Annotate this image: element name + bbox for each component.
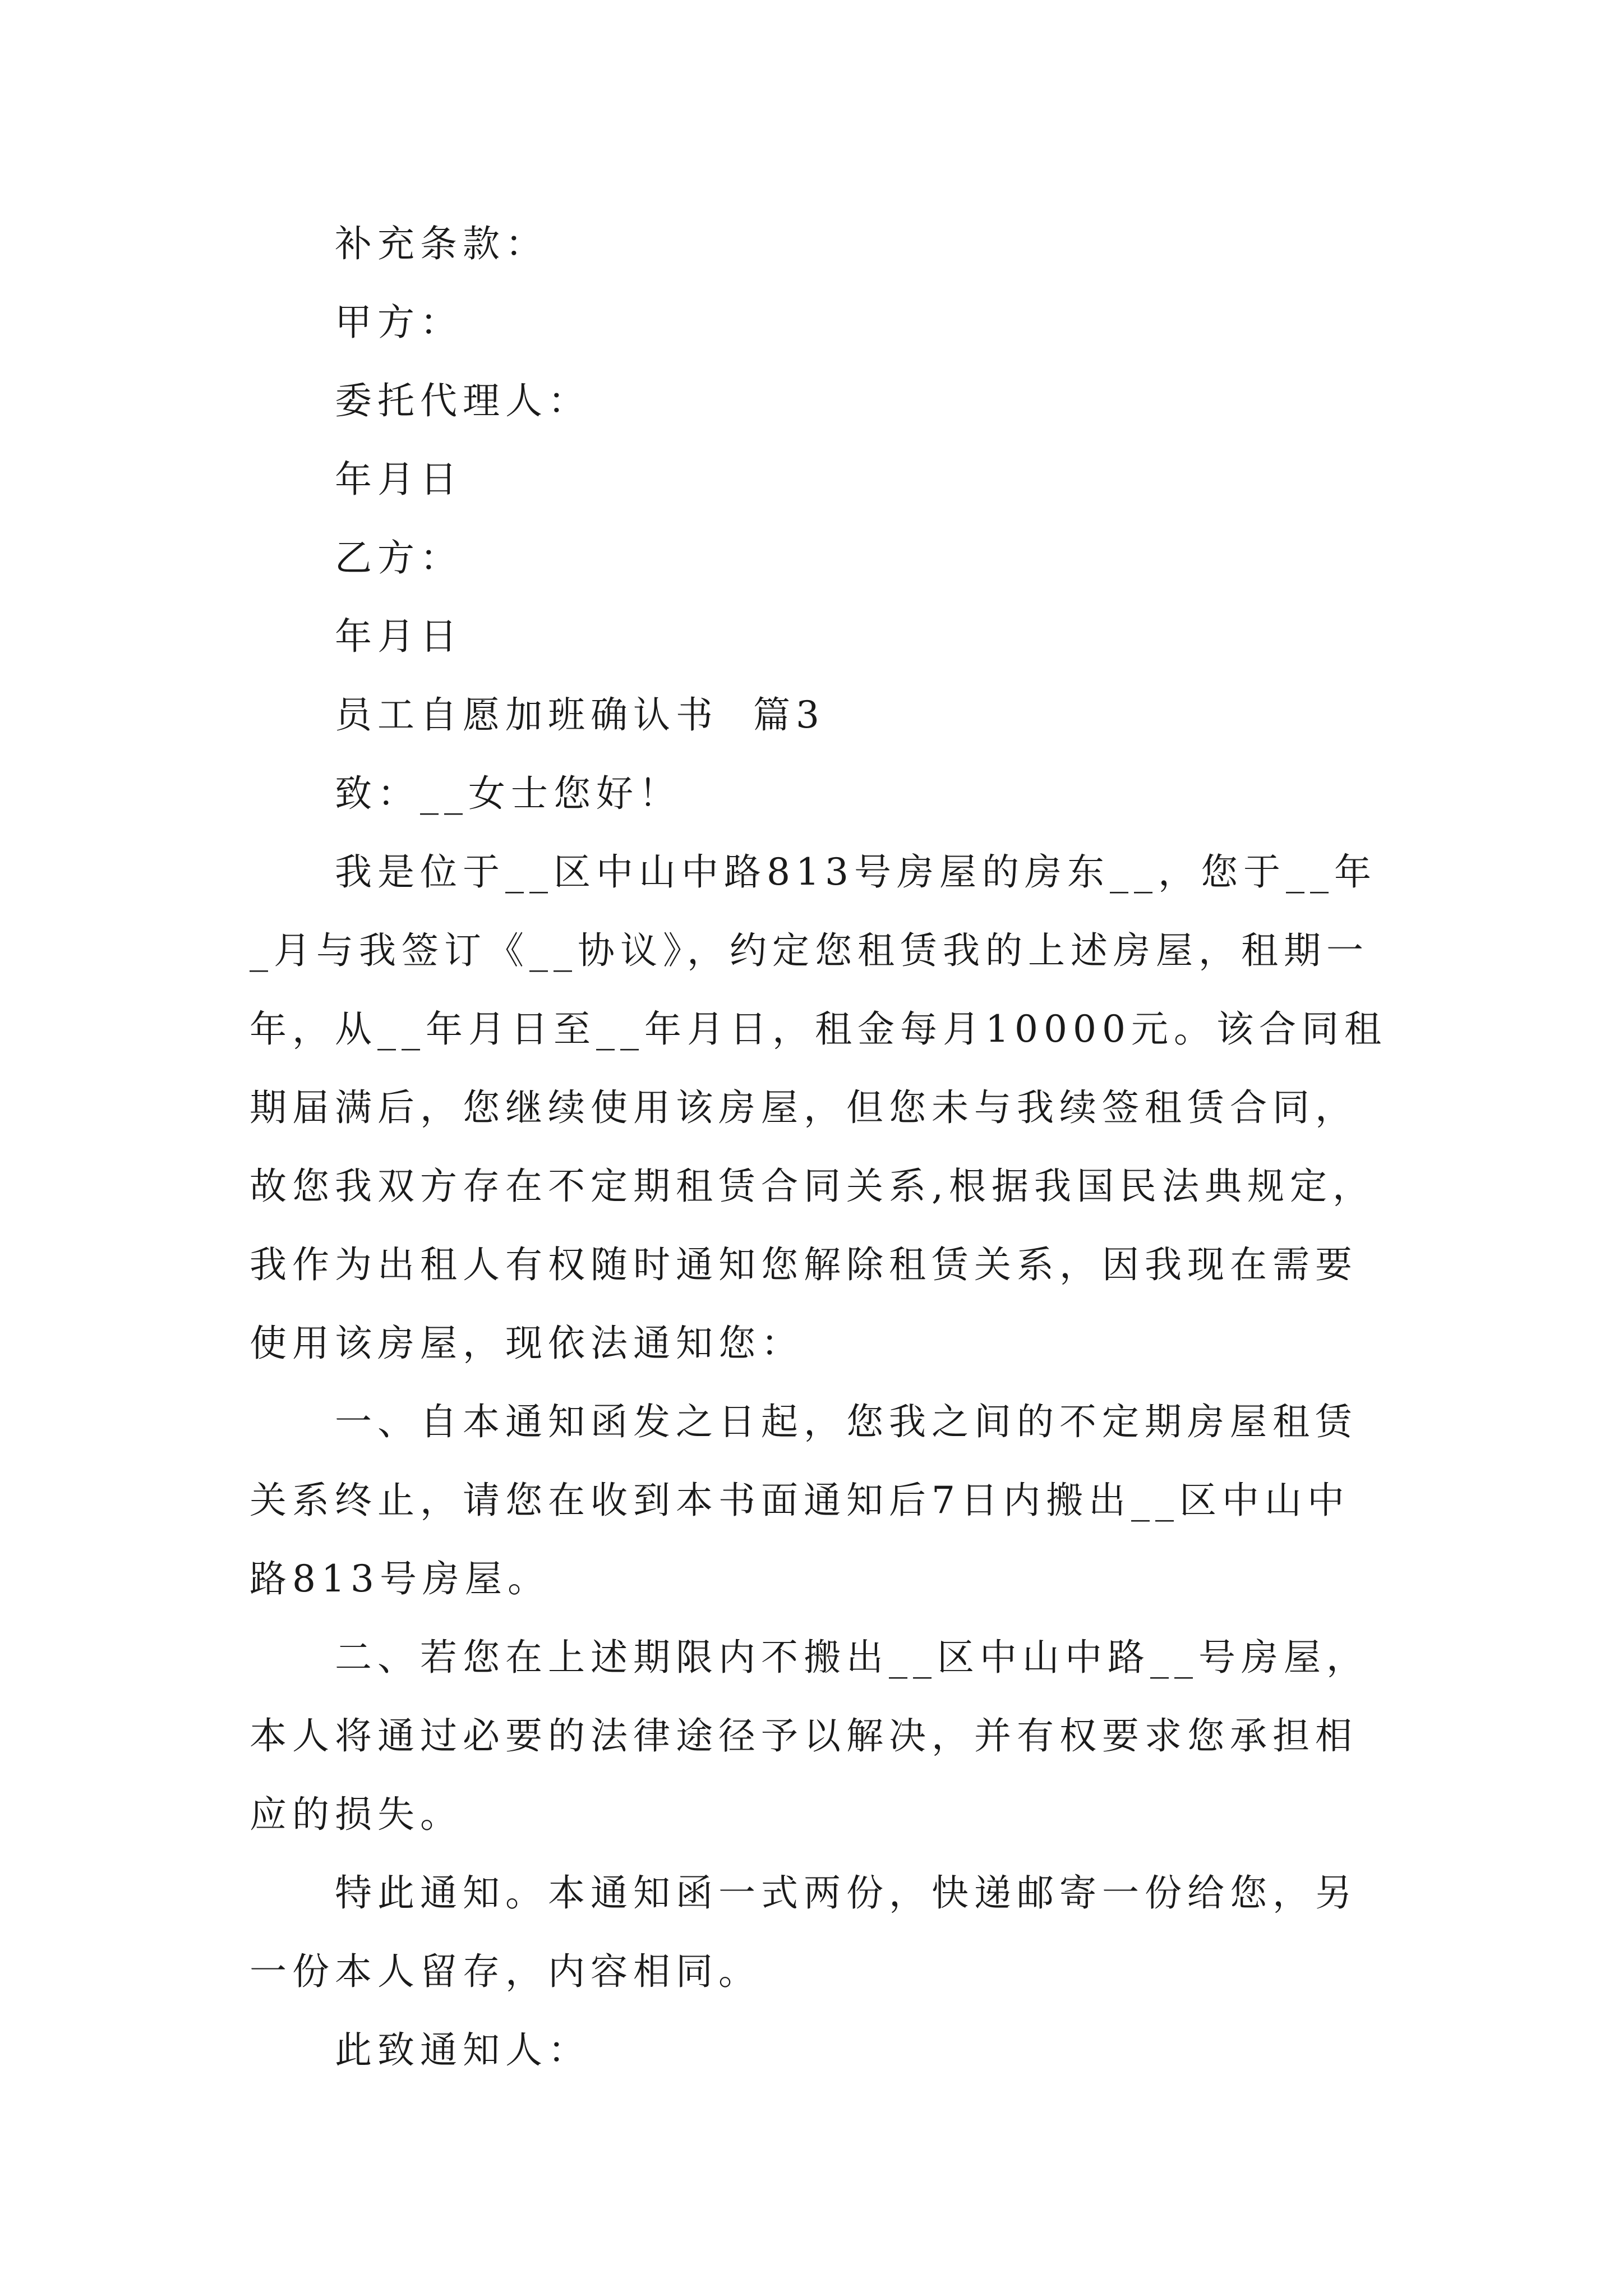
supplementary-clause-heading: 补充条款：	[335, 222, 548, 265]
paragraph-4-line-2: 一份本人留存，内容相同。	[250, 1950, 761, 1993]
paragraph-1-line-4: 期届满后，您继续使用该房屋，但您未与我续签租赁合同，	[250, 1086, 1358, 1129]
paragraph-2-line-1: 一、自本通知函发之日起，您我之间的不定期房屋租赁	[335, 1400, 1358, 1443]
paragraph-1-line-2: _月与我签订《__协议》，约定您租赁我的上述房屋，租期一	[250, 929, 1369, 972]
paragraph-1-line-7: 使用该房屋，现依法通知您：	[250, 1322, 804, 1365]
paragraph-1-line-3: 年，从__年月日至__年月日，租金每月10000元。该合同租	[250, 1007, 1387, 1051]
paragraph-3-line-3: 应的损失。	[250, 1793, 463, 1836]
closing-notifier-line: 此致通知人：	[335, 2028, 591, 2072]
party-b-label: 乙方：	[335, 536, 463, 579]
paragraph-2-line-3: 路813号房屋。	[250, 1557, 550, 1600]
date-line-a: 年月日	[335, 458, 463, 501]
paragraph-3-line-1: 二、若您在上述期限内不搬出__区中山中路__号房屋，	[335, 1636, 1369, 1679]
section-title: 员工自愿加班确认书 篇3	[335, 693, 825, 737]
paragraph-1-line-1: 我是位于__区中山中路813号房屋的房东__，您于__年	[335, 850, 1377, 894]
salutation: 致：__女士您好！	[335, 772, 681, 815]
paragraph-3-line-2: 本人将通过必要的法律途径予以解决，并有权要求您承担相	[250, 1714, 1358, 1757]
date-line-b: 年月日	[335, 615, 463, 658]
paragraph-1-line-5: 故您我双方存在不定期租赁合同关系,根据我国民法典规定，	[250, 1165, 1375, 1208]
paragraph-2-line-2: 关系终止，请您在收到本书面通知后7日内搬出__区中山中	[250, 1479, 1350, 1522]
agent-label: 委托代理人：	[335, 379, 591, 422]
paragraph-1-line-6: 我作为出租人有权随时通知您解除租赁关系，因我现在需要	[250, 1243, 1358, 1286]
party-a-label: 甲方：	[335, 301, 463, 344]
paragraph-4-line-1: 特此通知。本通知函一式两份，快递邮寄一份给您，另	[335, 1871, 1358, 1915]
